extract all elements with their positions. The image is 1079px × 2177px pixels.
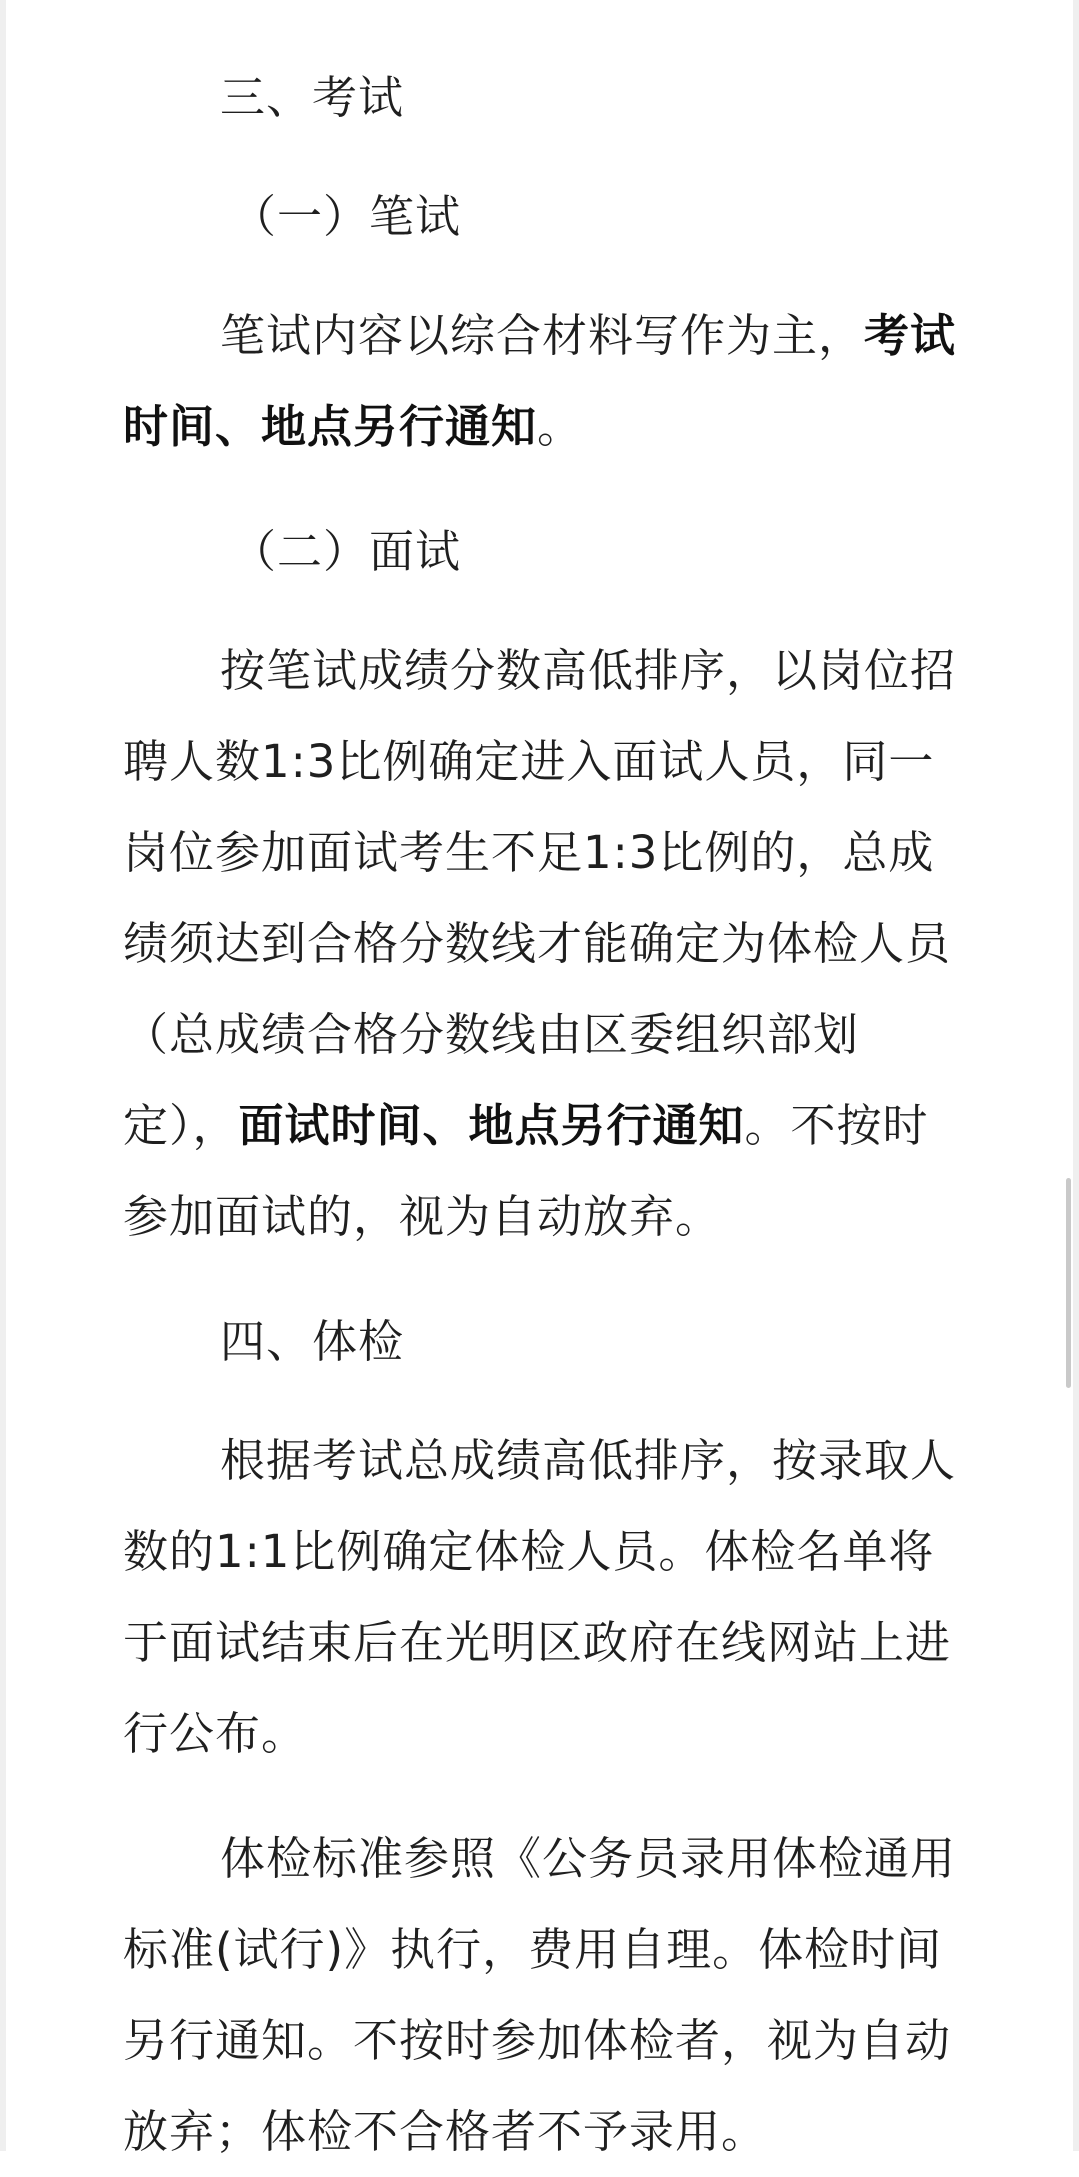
subsection-heading-interview: （二）面试 [231,525,462,578]
left-frame-edge [0,0,6,2151]
written-test-end: 。 [537,400,584,453]
interview-text: 按笔试成绩分数高低排序，以岗位招聘人数1:3比例确定进入面试人员，同一岗位参加面试考生不足1:3比例的，总成绩须达到合格分数线才能确定为体检人员（总成绩合格分数线由区委组织部划定）， [123,644,957,1152]
section-heading-physical-exam: 四、体检 [220,1315,405,1368]
paragraph-written-test [123,290,958,472]
article-body [123,52,958,2177]
paragraph-physical-exam-standard: 体检标准参照《公务员录用体检通用标准(试行)》执行，费用自理。体检时间另行通知。不按时参加体检者，视为自动放弃；体检不合格者不予录用。 [123,1832,957,2158]
paragraph-physical-exam-selection: 根据考试总成绩高低排序，按录取人数的1:1比例确定体检人员。体检名单将于面试结束后在光明区政府在线网站上进行公布。 [123,1434,957,1760]
scrollbar-thumb[interactable] [1066,1178,1071,1388]
written-test-text: 笔试内容以综合材料写作为主， [220,309,865,362]
paragraph-interview [123,625,958,1262]
subsection-heading-written-test: （一）笔试 [231,190,462,243]
interview-text-end: 。不按时参加面试的，视为自动放弃。 [123,1099,929,1243]
interview-notice-bold: 面试时间、地点另行通知 [238,1099,745,1152]
written-test-notice-bold: 考试时间、地点另行通知 [123,309,957,453]
section-heading-exam: 三、考试 [220,71,405,124]
right-frame-edge [1073,0,1079,2151]
